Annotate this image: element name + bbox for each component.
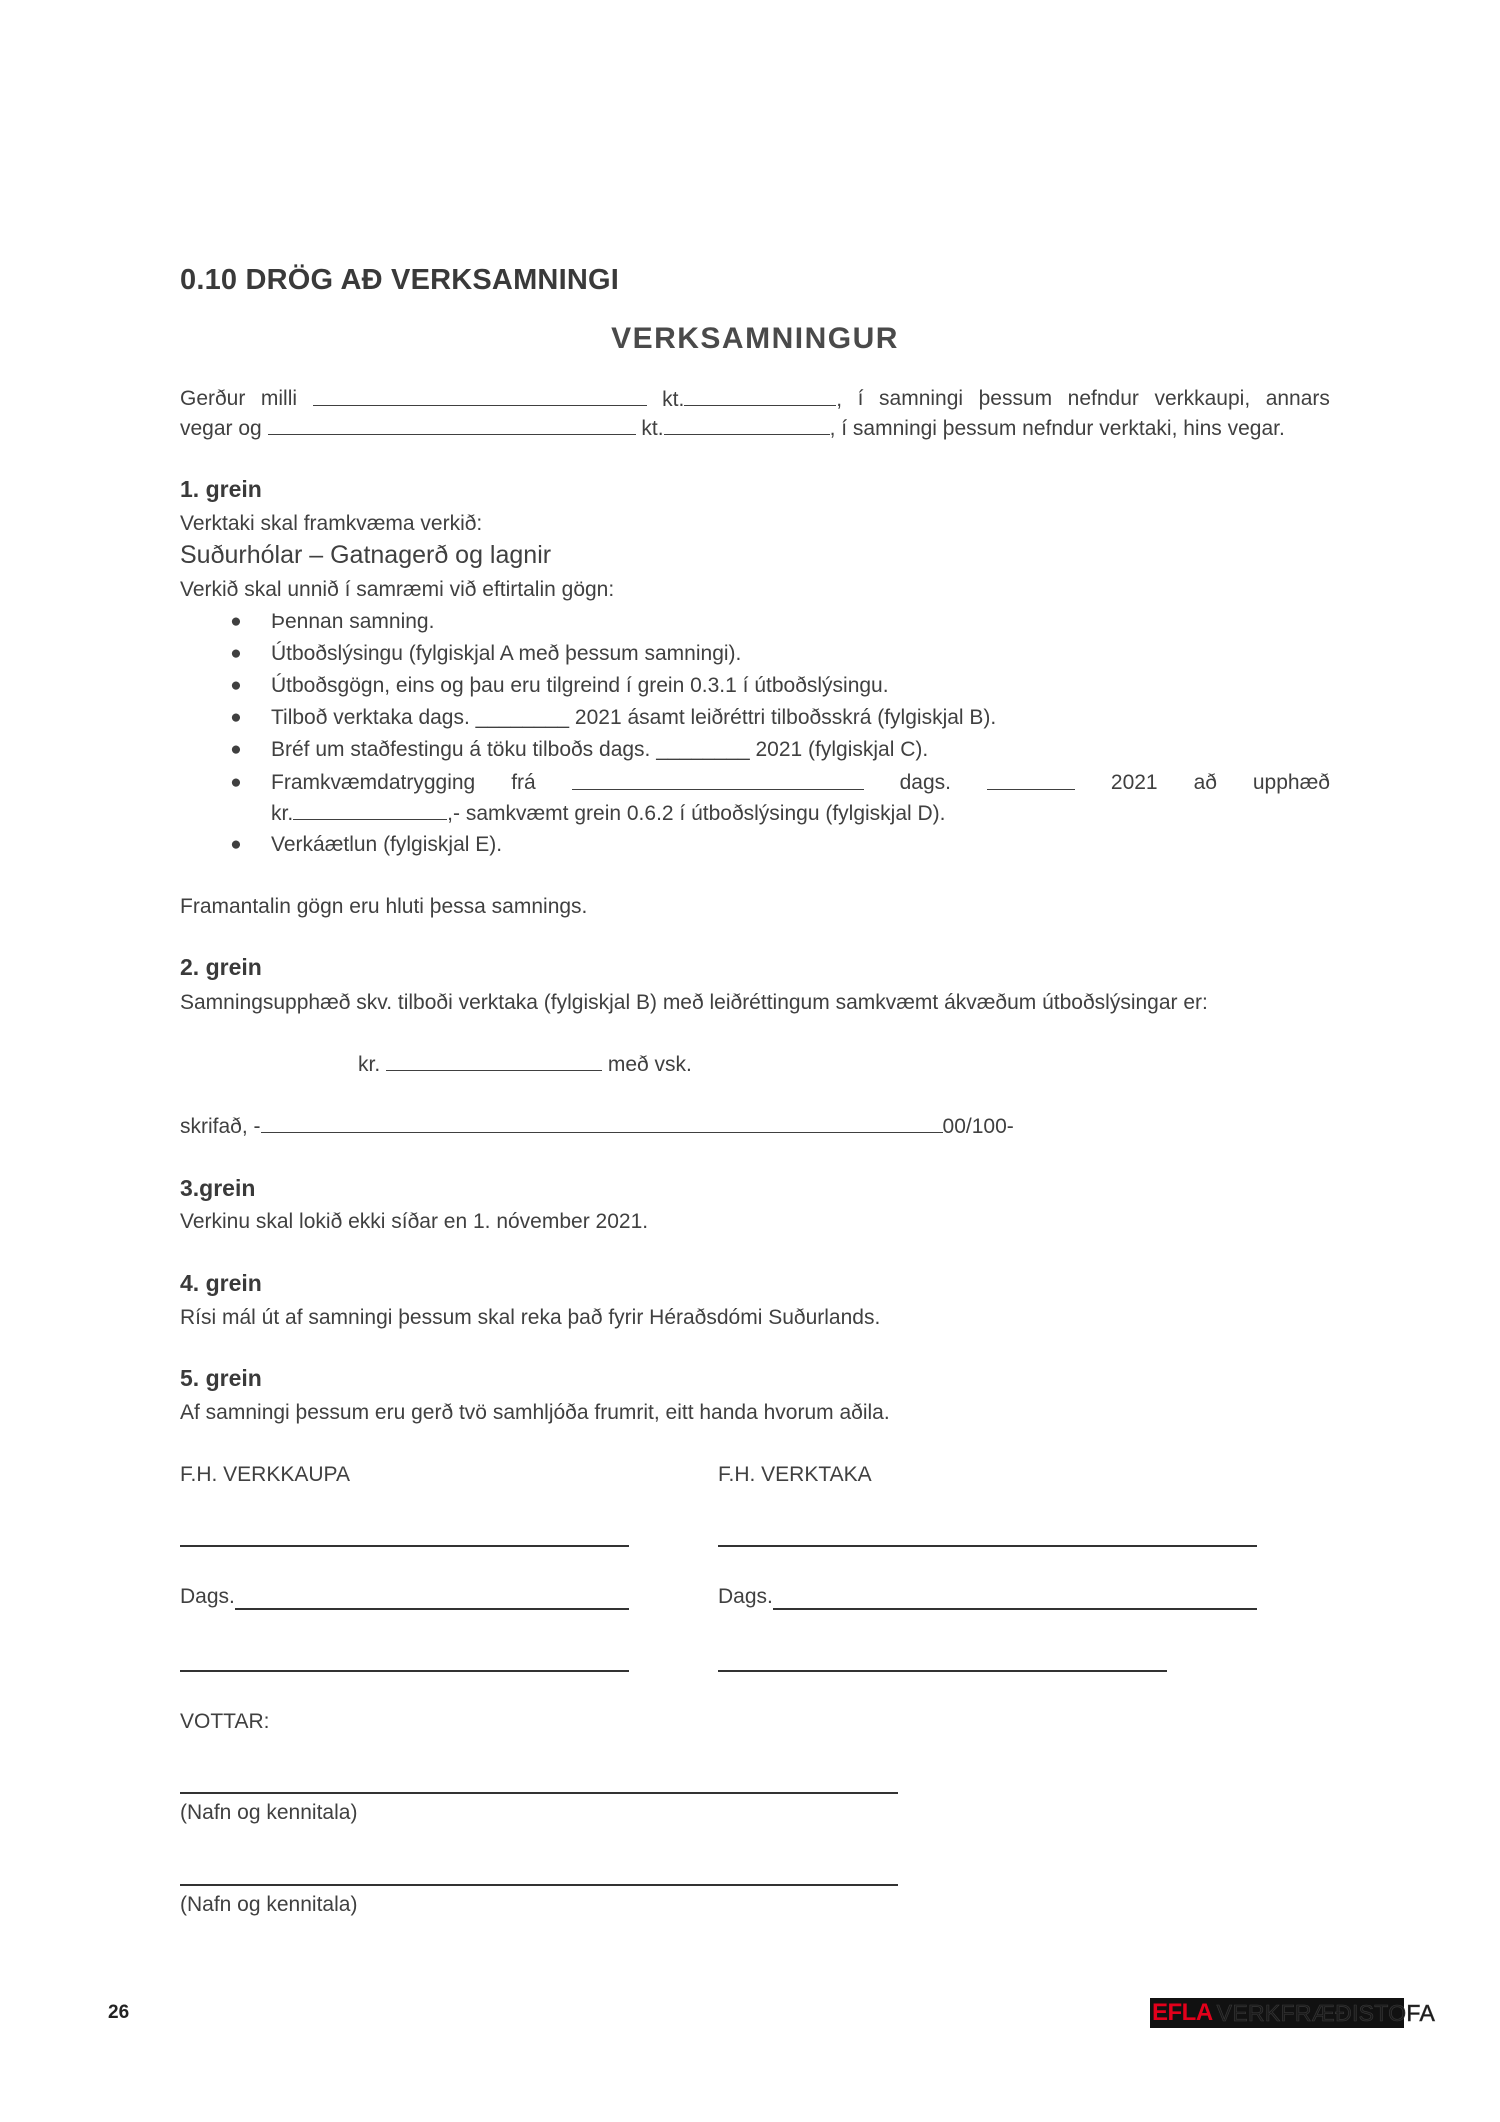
grein-2-heading: 2. grein — [180, 954, 262, 980]
amount-written-line: skrifað, - 00/100- — [180, 1112, 1014, 1141]
list-item: Þennan samning. — [271, 610, 435, 633]
grein-3-heading: 3.grein — [180, 1175, 256, 1201]
extra-line-verkkaupi[interactable] — [180, 1670, 629, 1672]
dags-label-verkkaupi: Dags. — [180, 1585, 235, 1608]
grein-3-text: Verkinu skal lokið ekki síðar en 1. nóvember 2021. — [180, 1210, 649, 1233]
project-name: Suðurhólar – Gatnagerð og lagnir — [180, 541, 552, 569]
verkkaupi-kt-blank[interactable] — [684, 385, 836, 406]
list-item: Bréf um staðfestingu á töku tilboðs dags. ________ 2021 (fylgiskjal C). — [271, 738, 929, 761]
verkkaupi-name-blank[interactable] — [313, 385, 647, 406]
parties-line-2: vegar og kt. , í samningi þessum nefndur verktaki, hins vegar. — [180, 414, 1285, 443]
bullet-icon: ● — [230, 611, 242, 632]
grein-1-heading: 1. grein — [180, 476, 262, 502]
dags-line-verkkaupi[interactable] — [235, 1608, 629, 1610]
efla-logo — [1150, 1998, 1436, 2028]
signature-line-verktaki[interactable] — [718, 1545, 1257, 1547]
bullet-icon: ● — [230, 772, 242, 793]
guarantee-date-blank[interactable] — [987, 769, 1075, 790]
grein-5-heading: 5. grein — [180, 1365, 262, 1391]
grein-2-text: Samningsupphæð skv. tilboði verktaka (fylgiskjal B) með leiðréttingum samkvæmt ákvæðum útboðslýsingar er: — [180, 991, 1208, 1014]
signature-label-verktaki: F.H. VERKTAKA — [718, 1463, 872, 1486]
dags-line-verktaki[interactable] — [773, 1608, 1257, 1610]
grein-1-closing: Framantalin gögn eru hluti þessa samnings. — [180, 895, 588, 918]
section-title: 0.10 DRÖG AÐ VERKSAMNINGI — [180, 264, 619, 296]
bullet-icon: ● — [230, 707, 242, 728]
bullet-icon: ● — [230, 739, 242, 760]
list-item: Útboðslýsingu (fylgiskjal A með þessum samningi). — [271, 642, 742, 665]
amount-line: kr. með vsk. — [358, 1050, 692, 1079]
witness-1-caption: (Nafn og kennitala) — [180, 1801, 358, 1824]
list-item-guarantee-line-2: kr. ,- samkvæmt grein 0.6.2 í útboðslýsingu (fylgiskjal D). — [271, 799, 946, 828]
signature-label-verkkaupi: F.H. VERKKAUPA — [180, 1463, 350, 1486]
bullet-icon: ● — [230, 675, 242, 696]
grein-4-text: Rísi mál út af samningi þessum skal reka það fyrir Héraðsdómi Suðurlands. — [180, 1306, 881, 1329]
verktaki-kt-blank[interactable] — [664, 414, 830, 435]
witnesses-label: VOTTAR: — [180, 1710, 270, 1733]
page-number: 26 — [108, 2002, 130, 2023]
guarantee-amount-blank[interactable] — [293, 799, 447, 820]
verktaki-name-blank[interactable] — [268, 414, 636, 435]
amount-written-blank[interactable] — [261, 1112, 943, 1133]
logo-brand: EFLA — [1152, 1999, 1213, 2026]
list-item-guarantee-line-1: Framkvæmdatrygging frá dags. 2021 að upphæð — [271, 771, 1330, 794]
guarantee-issuer-blank[interactable] — [572, 769, 864, 790]
parties-line-1: Gerður milli kt. , í samningi þessum nefndur verkkaupi, annars — [180, 387, 1330, 411]
grein-5-text: Af samningi þessum eru gerð tvö samhljóða frumrit, eitt handa hvorum aðila. — [180, 1401, 890, 1424]
amount-blank[interactable] — [386, 1050, 602, 1071]
docs-intro: Verkið skal unnið í samræmi við eftirtalin gögn: — [180, 578, 615, 601]
logo-tagline: VERKFRÆÐISTOFA — [1216, 1999, 1436, 2026]
witness-1-line[interactable] — [180, 1792, 898, 1794]
signature-line-verkkaupi[interactable] — [180, 1545, 629, 1547]
dags-label-verktaki: Dags. — [718, 1585, 773, 1608]
list-item: Verkáætlun (fylgiskjal E). — [271, 833, 503, 856]
list-item: Tilboð verktaka dags. ________ 2021 ásamt leiðréttri tilboðsskrá (fylgiskjal B). — [271, 706, 997, 729]
bullet-icon: ● — [230, 834, 242, 855]
list-item: Útboðsgögn, eins og þau eru tilgreind í grein 0.3.1 í útboðslýsingu. — [271, 674, 889, 697]
bullet-icon: ● — [230, 643, 242, 664]
witness-2-caption: (Nafn og kennitala) — [180, 1893, 358, 1916]
grein-4-heading: 4. grein — [180, 1270, 262, 1296]
extra-line-verktaki[interactable] — [718, 1670, 1167, 1672]
witness-2-line[interactable] — [180, 1884, 898, 1886]
grein-1-intro: Verktaki skal framkvæma verkið: — [180, 512, 483, 535]
document-title: VERKSAMNINGUR — [611, 322, 899, 355]
